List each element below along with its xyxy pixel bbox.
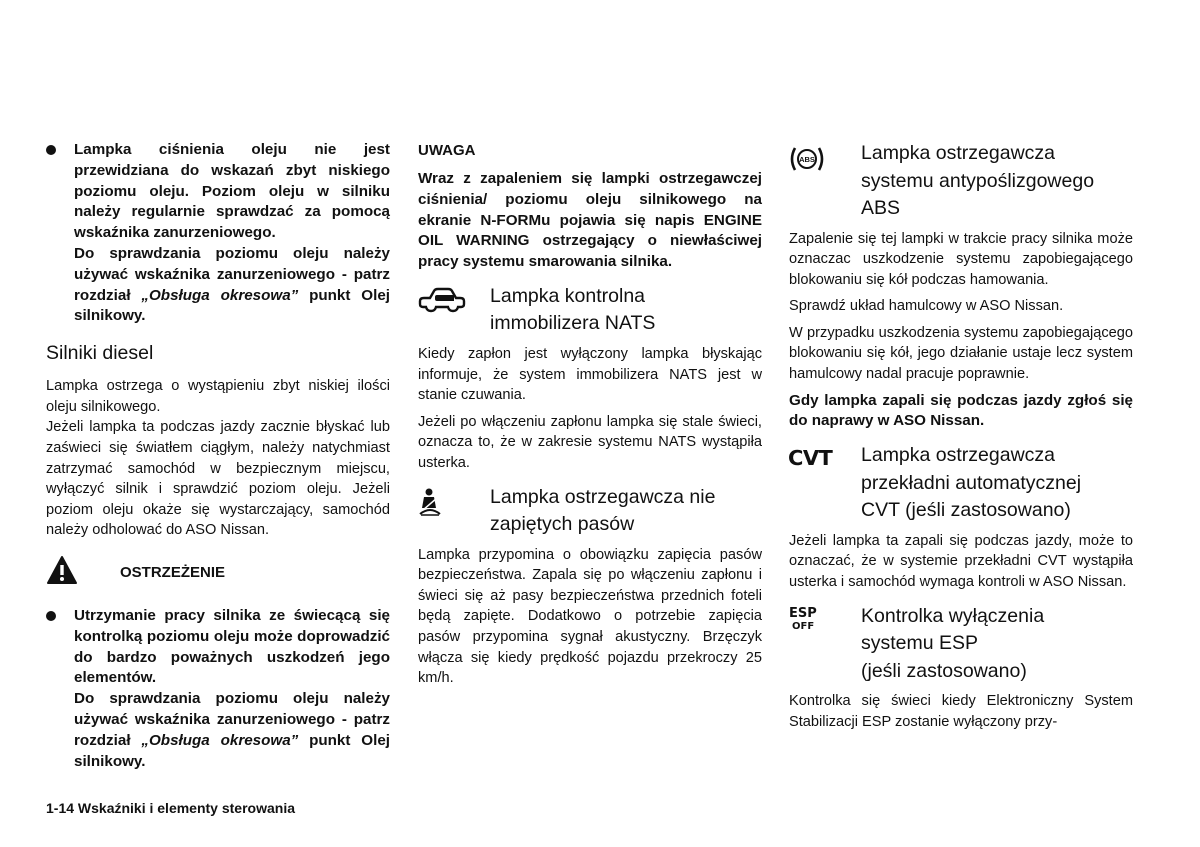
warning-bullet: Utrzymanie pracy silnika ze świecącą się kontrolką poziomu oleju może doprowadzić do bardzo poważnych uszkodzeń jego elementów. Do sprawdzania poziomu oleju należy używać wskaźnika zanurzeniowego - patrz rozdział „Obsługa okresowa” punkt Olej silnikowy. <box>46 606 390 772</box>
esp-paragraph: Kontrolka się świeci kiedy Elektroniczny System Stabilizacji ESP zostanie wyłączony przy- <box>789 693 1133 730</box>
abs-icon <box>789 140 861 179</box>
nats-paragraph-1: Kiedy zapłon jest wyłączony lampka błyskając informuje, że system immobilizera NATS jest w stanie czuwania. <box>418 345 762 404</box>
warning-triangle-icon <box>46 555 78 590</box>
diesel-paragraph-2: Jeżeli lampka ta podczas jazdy zacznie błyskać lub zaświeci się światłem ciągłym, należy natychmiast zatrzymać samochód w bezpiecznym miejscu, wyłączyć silnik i sprawdzić poziom oleju. Jeżeli poziom oleju okaże się wystarczający, samochód należy odholować do ASO Nissan. <box>46 419 390 539</box>
seatbelt-title: Lampka ostrzegawcza nie zapiętych pasów <box>490 485 716 536</box>
cvt-section-header <box>789 442 1133 525</box>
seatbelt-icon <box>418 484 490 523</box>
svg-text:ABS: ABS <box>799 155 815 164</box>
column-left <box>46 140 390 772</box>
cvt-title: Lampka ostrzegawcza przekładni automatycznej CVT (jeśli zastosowano) <box>861 444 1082 522</box>
abs-paragraph-bold: Gdy lampka zapali się podczas jazdy zgłoś się do naprawy w ASO Nissan. <box>789 391 1133 430</box>
column-right <box>789 140 1133 732</box>
abs-paragraph-2: Sprawdź układ hamulcowy w ASO Nissan. <box>789 298 1064 315</box>
nats-section-header <box>418 283 762 338</box>
seatbelt-paragraph: Lampka przypomina o obowiązku zapięcia pasów bezpieczeństwa. Zapala się po włączeniu zapłonu i świeci się aż pasy bezpieczeństwa przednich foteli będą zapięte. Dodatkowo o potrzebie zapięcia pasów przypomina sygnał akustyczny. Brzęczyk włącza się kiedy prędkość pojazdu przekroczy 25 km/h. <box>418 546 762 687</box>
cvt-paragraph: Jeżeli lampka ta zapali się podczas jazdy, może to oznaczać, że w systemie przekładni CVT wystąpiła usterka i samochód wymaga kontroli w ASO Nissan. <box>789 532 1133 590</box>
abs-paragraph-3: W przypadku uszkodzenia systemu zapobiegającego blokowaniu się kół, jego działanie ustaje lecz system hamulcowy nadal pracuje poprawnie. <box>789 324 1133 383</box>
cvt-icon: CVT <box>787 446 833 471</box>
bullet-icon <box>46 611 56 621</box>
page-footer: 1-14 Wskaźniki i elementy sterowania <box>46 800 295 816</box>
esp-section-header <box>789 603 1133 686</box>
bullet-icon <box>46 145 56 155</box>
note-body: Wraz z zapaleniem się lampki ostrzegawczej ciśnienia/ poziomu oleju silnikowego na ekranie N-FORMu pojawia się napis ENGINE OIL WARNING ostrzegający o niewłaściwej pracy systemu smarowania silnika. <box>418 170 762 271</box>
nats-paragraph-2: Jeżeli po włączeniu zapłonu lampka się stale świeci, oznacza to, że w zakresie systemu NATS wystąpiła usterka. <box>418 413 762 471</box>
car-key-icon <box>418 283 490 318</box>
abs-paragraph-1: Zapalenie się tej lampki w trakcie pracy silnika może oznaczac uszkodzenie systemu zapobiegającego blokowaniu się kół podczas hamowania. <box>789 230 1133 288</box>
esp-title: Kontrolka wyłączenia systemu ESP (jeśli zastosowano) <box>861 604 1045 682</box>
warning-title: OSTRZEŻENIE <box>120 563 226 581</box>
diesel-paragraph-1: Lampka ostrzega o wystąpieniu zbyt niskiej ilości oleju silnikowego. <box>46 378 390 415</box>
diesel-heading: Silniki diesel <box>46 342 154 365</box>
nats-title: Lampka kontrolna immobilizera NATS <box>490 284 656 335</box>
column-middle <box>418 140 762 689</box>
oil-pressure-note: Lampka ciśnienia oleju nie jest przewidziana do wskazań zbyt niskiego poziomu oleju. Poziom oleju w silniku należy regularnie sprawdzać za pomocą wskaźnika zanurzeniowego. Do sprawdzania poziomu oleju należy używać wskaźnika zanurzeniowego - patrz rozdział „Obsługa okresowa” punkt Olej silnikowy. <box>46 140 390 327</box>
abs-title: Lampka ostrzegawcza systemu antypoślizgowego ABS <box>861 142 1095 219</box>
warning-header <box>46 555 390 590</box>
esp-off-icon: ESP OFF <box>789 605 817 632</box>
seatbelt-section-header <box>418 484 762 539</box>
note-title: UWAGA <box>418 142 476 159</box>
abs-section-header <box>789 140 1133 223</box>
